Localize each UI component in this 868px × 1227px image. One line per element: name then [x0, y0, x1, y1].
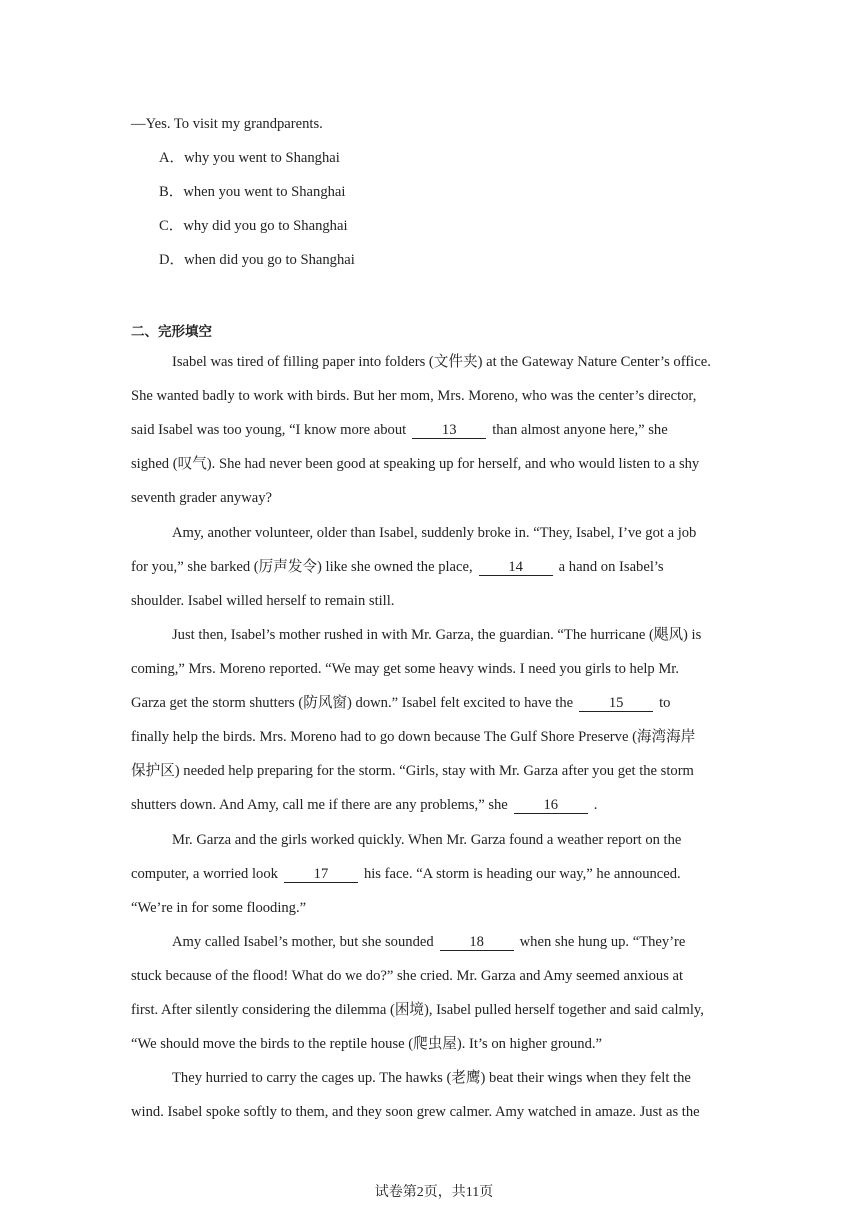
option-letter: C． — [159, 218, 184, 234]
paragraph-line — [131, 423, 668, 439]
paragraph-line — [131, 696, 670, 712]
text-segment: said Isabel was too young, “I know more about — [131, 422, 407, 438]
paragraph-line — [172, 935, 685, 951]
option-text: why did you go to Shanghai — [183, 218, 348, 234]
text-segment: a hand on Isabel’s — [558, 559, 664, 575]
blank-17: 17 — [284, 867, 358, 883]
paragraph-line: “We should move the birds to the reptile house (爬虫屋). It’s on higher ground.” — [131, 1036, 602, 1052]
option-b — [159, 185, 345, 200]
paragraph-line — [131, 798, 597, 814]
option-letter: B． — [159, 184, 184, 200]
text-segment: his face. “A storm is heading our way,” he announced. — [363, 866, 681, 882]
paragraph-line: They hurried to carry the cages up. The hawks (老鹰) beat their wings when they felt the — [172, 1070, 691, 1086]
section-heading: 二、完形填空 — [131, 324, 212, 340]
paragraph-line: Isabel was tired of filling paper into folders (文件夹) at the Gateway Nature Center’s office. — [172, 354, 711, 370]
text-segment: shutters down. And Amy, call me if there are any problems,” she — [131, 797, 508, 813]
paragraph-line: shoulder. Isabel willed herself to remain still. — [131, 593, 395, 609]
option-text: when you went to Shanghai — [183, 184, 346, 200]
paragraph-line: coming,” Mrs. Moreno reported. “We may get some heavy winds. I need you girls to help Mr. — [131, 661, 679, 677]
paragraph-line: “We’re in for some flooding.” — [131, 900, 307, 916]
text-segment: Amy called Isabel’s mother, but she sounded — [172, 934, 434, 950]
blank-18: 18 — [440, 935, 514, 951]
option-text: when did you go to Shanghai — [184, 252, 355, 268]
text-segment: to — [659, 695, 671, 711]
blank-13: 13 — [412, 423, 486, 439]
paragraph-line: wind. Isabel spoke softly to them, and they soon grew calmer. Amy watched in amaze. Just as the — [131, 1104, 700, 1120]
paragraph-line: Amy, another volunteer, older than Isabel, suddenly broke in. “They, Isabel, I’ve got a job — [172, 525, 697, 541]
option-text: why you went to Shanghai — [184, 150, 340, 166]
paragraph-line: finally help the birds. Mrs. Moreno had to go down because The Gulf Shore Preserve (海湾海岸 — [131, 729, 696, 745]
option-letter: D． — [159, 252, 185, 268]
text-segment: . — [593, 797, 598, 813]
option-letter: A． — [159, 150, 185, 166]
text-segment: when she hung up. “They’re — [519, 934, 686, 950]
paragraph-line: She wanted badly to work with birds. But her mom, Mrs. Moreno, who was the center’s director, — [131, 388, 697, 404]
text-segment: for you,” she barked (厉声发令) like she owned the place, — [131, 559, 473, 575]
paragraph-line: stuck because of the flood! What do we do?” she cried. Mr. Garza and Amy seemed anxious at — [131, 968, 684, 984]
blank-14: 14 — [479, 560, 553, 576]
text-segment: Garza get the storm shutters (防风窗) down.” Isabel felt excited to have the — [131, 695, 574, 711]
paragraph-line — [131, 560, 664, 576]
answer-line: —Yes. To visit my grandparents. — [131, 116, 323, 132]
option-c — [159, 219, 348, 234]
paragraph-line: Mr. Garza and the girls worked quickly. When Mr. Garza found a weather report on the — [172, 832, 682, 848]
option-a — [159, 151, 340, 166]
text-segment: than almost anyone here,” she — [492, 422, 668, 438]
page-footer: 试卷第2页，共11页 — [374, 1185, 494, 1200]
blank-16: 16 — [514, 798, 588, 814]
text-segment: computer, a worried look — [131, 866, 278, 882]
blank-15: 15 — [579, 696, 653, 712]
paragraph-line: sighed (叹气). She had never been good at speaking up for herself, and who would listen to a shy — [131, 456, 700, 472]
paragraph-line: seventh grader anyway? — [131, 490, 273, 506]
paragraph-line: 保护区) needed help preparing for the storm. “Girls, stay with Mr. Garza after you get the storm — [131, 763, 694, 779]
paragraph-line: Just then, Isabel’s mother rushed in with Mr. Garza, the guardian. “The hurricane (飓风) is — [172, 627, 702, 643]
option-d — [159, 253, 355, 268]
paragraph-line — [131, 867, 681, 883]
paragraph-line: first. After silently considering the dilemma (困境), Isabel pulled herself together and said calmly, — [131, 1002, 704, 1018]
